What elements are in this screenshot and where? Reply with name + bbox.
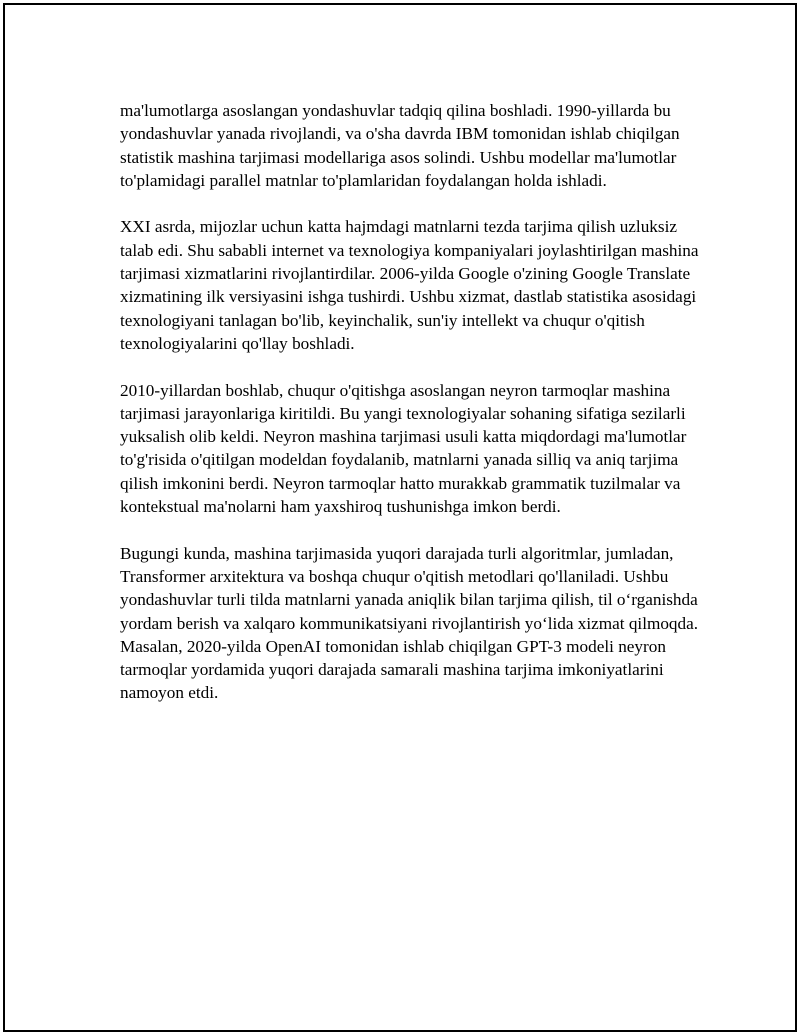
paragraph-2: XXI asrda, mijozlar uchun katta hajmdagi matnlarni tezda tarjima qilish uzluksiz talab edi. Shu sababli internet va texnologiya kompaniyalari joylashtirilgan mashina tarjimasi xizmatlarini rivojlantirdilar. 2006-yilda Google o'zining Google Translate xizmatining ilk versiyasini ishga tushirdi. Ushbu xizmat, dastlab statistika asosidagi texnologiyani tanlagan bo'lib, keyinchalik, sun'iy intellekt va chuqur o'qitish texnologiyalarini qo'llay boshladi. (120, 217, 699, 353)
paragraph-1: ma'lumotlarga asoslangan yondashuvlar tadqiq qilina boshladi. 1990-yillarda bu yondashuvlar yanada rivojlandi, va o'sha davrda IBM tomonidan ishlab chiqilgan statistik mashina tarjimasi modellariga asos solindi. Ushbu modellar ma'lumotlar to'plamidagi parallel matnlar to'plamlaridan foydalangan holda ishladi. (120, 101, 680, 190)
page-frame (3, 3, 797, 1032)
paragraph-4: Bugungi kunda, mashina tarjimasida yuqori darajada turli algoritmlar, jumladan, Transformer arxitektura va boshqa chuqur o'qitish metodlari qo'llaniladi. Ushbu yondashuvlar turli tilda matnlarni yanada aniqlik bilan tarjima qilish, til o‘rganishda yordam berish va xalqaro kommunikatsiyani rivojlantirish yo‘lida xizmat qilmoqda. Masalan, 2020-yilda OpenAI tomonidan ishlab chiqilgan GPT-3 modeli neyron tarmoqlar yordamida yuqori darajada samarali mashina tarjima imkoniyatlarini namoyon etdi. (120, 543, 699, 703)
paragraph-3: 2010-yillardan boshlab, chuqur o'qitishga asoslangan neyron tarmoqlar mashina tarjimasi jarayonlariga kiritildi. Bu yangi texnologiyalar sohaning sifatiga sezilarli yuksalish olib keldi. Neyron mashina tarjimasi usuli katta miqdordagi ma'lumotlar to'g'risida o'qitilgan modeldan foydalanib, matnlarni yanada silliq va aniq tarjima qilish imkonini berdi. Neyron tarmoqlar hatto murakkab grammatik tuzilmalar va kontekstual ma'nolarni ham yaxshiroq tushunishga imkon berdi. (120, 380, 687, 517)
text-column (120, 99, 705, 728)
